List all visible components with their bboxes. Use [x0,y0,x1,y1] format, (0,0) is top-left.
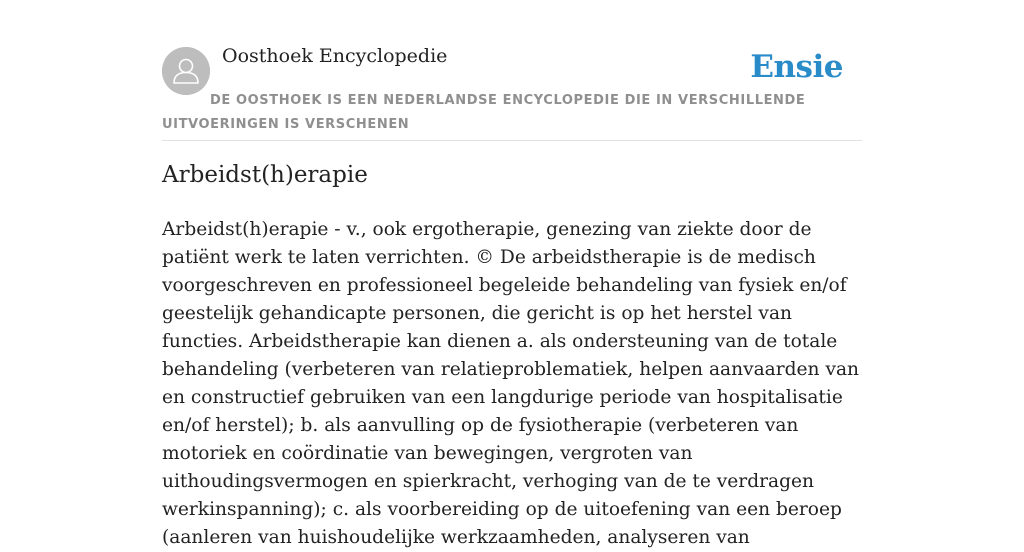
article-body: Arbeidst(h)erapie - v., ook ergotherapie, genezing van ziekte door de patiënt werk te laten verrichten. © De arbeidstherapie is de medisch voorgeschreven en professioneel begeleide behandeling van fysiek en/of geestelijk gehandicapte personen, die gericht is op het herstel van functies. Arbeidstherapie kan dienen a. als ondersteuning van de totale behandeling (verbeteren van relatieproblematiek, helpen aanvaarden van en constructief gebruiken van een langdurige periode van hospitalisatie en/of herstel); b. als aanvulling op de fysiotherapie (verbeteren van motoriek en coördinatie van bewegingen, vergroten van uithoudingsvermogen en spierkracht, verhoging van de te verdragen werkinspanning); c. als voorbereiding op de uitoefening van een beroep (aanleren van huishoudelijke werkzaamheden, analyseren van [162,219,860,548]
source-header [162,0,862,141]
brand-logo[interactable]: Ensie [750,49,843,85]
content-container [162,0,862,548]
article-title: Arbeidst(h)erapie [162,162,368,188]
source-tagline: DE OOSTHOEK IS EEN NEDERLANDSE ENCYCLOPEDIE DIE IN VERSCHILLENDE UITVOERINGEN IS VERSCHENEN [162,93,806,132]
user-icon [162,47,210,95]
site-name[interactable]: Oosthoek Encyclopedie [222,45,448,67]
avatar[interactable] [162,47,210,95]
